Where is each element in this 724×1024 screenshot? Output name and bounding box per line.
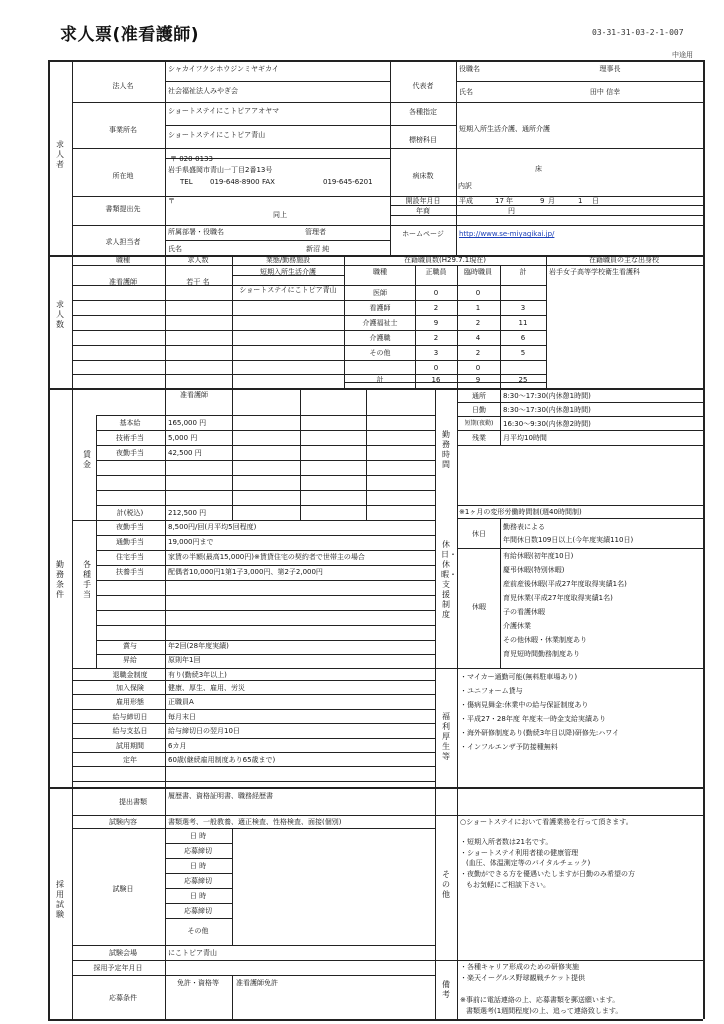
other-line: ○ショートステイにおいて看護業務を行って頂きます。 bbox=[460, 818, 633, 826]
rule-line bbox=[72, 766, 435, 767]
rule-line bbox=[457, 548, 703, 549]
other-line: ・短期入所者数は21名です。 bbox=[460, 838, 553, 846]
rule-line bbox=[96, 580, 435, 581]
staff-temp: 2 bbox=[475, 319, 481, 327]
condition-value: 有り(勤続3年以上) bbox=[168, 671, 227, 679]
condition-label: 給与支払日 bbox=[112, 727, 148, 735]
rule-line bbox=[96, 595, 435, 596]
condition-value: 60歳(継続雇用制度あり65歳まで) bbox=[168, 756, 276, 764]
staff-temp: 4 bbox=[475, 334, 481, 342]
hours-type: 通所 bbox=[472, 392, 486, 400]
staff-sum-total: 25 bbox=[518, 376, 528, 384]
tel-value: 019-648-8900 bbox=[210, 178, 260, 186]
rule-line bbox=[165, 388, 166, 787]
condition-label: 加入保険 bbox=[116, 684, 144, 692]
welfare-label: 福利厚生等 bbox=[442, 712, 450, 761]
staff-temp: 0 bbox=[475, 364, 481, 372]
rule-line bbox=[457, 416, 703, 417]
condition-value: 6カ月 bbox=[168, 742, 187, 750]
rule-line bbox=[96, 430, 435, 431]
zip-code: 〒 020-0133 bbox=[170, 155, 213, 163]
rule-line bbox=[456, 60, 457, 255]
rule-line bbox=[456, 215, 703, 216]
job-name: 准看護師 bbox=[109, 278, 137, 286]
staff-full: 3 bbox=[433, 349, 439, 357]
office-kana: ショートステイにこトピアアオヤマ bbox=[168, 107, 280, 115]
contact-dept-label: 所属部署・役職名 bbox=[168, 228, 224, 236]
header-facility: 業態/勤務施設 bbox=[265, 256, 311, 264]
allowance-label-row: 扶養手当 bbox=[116, 568, 144, 576]
condition-value: 給与締切日の翌月10日 bbox=[168, 727, 240, 735]
staff-sum-label: 計 bbox=[376, 376, 384, 384]
apply-label: 応募条件 bbox=[109, 994, 137, 1002]
office-name: ショートステイにこトピア青山 bbox=[168, 131, 266, 139]
rule-line bbox=[72, 723, 435, 724]
staff-total: 11 bbox=[518, 319, 528, 327]
rule-line bbox=[72, 828, 435, 829]
rule-line bbox=[72, 680, 435, 681]
condition-value: 原則年1回 bbox=[168, 656, 201, 664]
holiday-label: 休日 bbox=[472, 530, 486, 538]
allowance-label-row: 夜勤手当 bbox=[116, 523, 144, 531]
dept-label: 標榜科目 bbox=[409, 136, 437, 144]
rule-line bbox=[344, 285, 546, 286]
condition-label: 給与締切日 bbox=[112, 713, 148, 721]
rule-line bbox=[456, 81, 703, 82]
vacation-line: 子の看護休暇 bbox=[503, 608, 545, 616]
founded-era: 平成 bbox=[459, 197, 473, 205]
rule-line bbox=[457, 388, 703, 389]
date-row-label: 応募締切 bbox=[184, 877, 212, 885]
wage-value: 42,500 円 bbox=[168, 449, 202, 457]
rule-line bbox=[72, 102, 703, 103]
founded-year-unit: 年 bbox=[506, 197, 513, 205]
wage-label: 賃金 bbox=[83, 450, 91, 469]
rule-line bbox=[96, 475, 435, 476]
staff-job: 医師 bbox=[373, 289, 387, 297]
rule-line bbox=[72, 960, 435, 961]
section-label-openings: 求人数 bbox=[56, 300, 64, 329]
rule-line bbox=[500, 518, 501, 668]
vacation-line: 産前産後休暇(平成27年度取得実績1名) bbox=[503, 580, 627, 588]
wage-label-row: 基本給 bbox=[119, 419, 141, 427]
rule-line bbox=[344, 315, 546, 316]
founded-month: 9 bbox=[540, 197, 545, 205]
rule-line bbox=[48, 1019, 703, 1021]
rule-line bbox=[72, 60, 703, 61]
rule-line bbox=[165, 903, 232, 904]
rule-line bbox=[165, 125, 390, 126]
hours-value: 16:30〜9:30(内休憩2時間) bbox=[503, 420, 591, 428]
tel-label: TEL bbox=[180, 178, 193, 186]
rule-line bbox=[457, 265, 458, 388]
other-line: (血圧、体温測定等のバイタルチェック) bbox=[466, 859, 591, 867]
staff-full: 2 bbox=[433, 304, 439, 312]
staff-job: 介護福祉士 bbox=[362, 319, 398, 327]
rule-line bbox=[72, 225, 703, 226]
vacation-line: 育児休業(平成27年度取得実績1名) bbox=[503, 594, 613, 602]
header-job: 職種 bbox=[116, 256, 130, 264]
dept-value: 短期入所生活介護、通所介護 bbox=[459, 125, 550, 133]
rule-line bbox=[457, 430, 703, 431]
rule-line bbox=[72, 520, 73, 787]
date-row-label: 日 時 bbox=[189, 892, 207, 900]
rule-line bbox=[435, 815, 703, 816]
date-label: 試験日 bbox=[112, 885, 134, 893]
rule-line bbox=[366, 388, 367, 520]
rule-line bbox=[457, 402, 703, 403]
rule-line bbox=[72, 781, 435, 782]
staff-full: 0 bbox=[433, 364, 439, 372]
rule-line bbox=[344, 374, 546, 375]
vacation-line: 慶弔休暇(特別休暇) bbox=[503, 566, 565, 574]
website-link[interactable]: http://www.se-miyagikai.jp/ bbox=[459, 230, 555, 238]
contact-name-label: 氏名 bbox=[168, 245, 182, 253]
rule-line bbox=[48, 60, 50, 1019]
condition-value: 正職員A bbox=[168, 698, 194, 706]
welfare-line: ・ユニフォーム貸与 bbox=[460, 687, 523, 695]
rule-line bbox=[96, 415, 435, 416]
rule-line bbox=[96, 490, 435, 491]
revenue-label: 年商 bbox=[416, 207, 430, 215]
rule-line bbox=[165, 843, 232, 844]
rule-line bbox=[72, 374, 344, 375]
rule-line bbox=[435, 668, 703, 669]
address: 岩手県盛岡市青山一丁目2番13号 bbox=[168, 166, 273, 174]
wage-label-row: 夜勤手当 bbox=[116, 449, 144, 457]
rule-line bbox=[165, 858, 232, 859]
rule-line bbox=[72, 738, 435, 739]
condition-label: 昇給 bbox=[123, 656, 137, 664]
rule-line bbox=[165, 81, 390, 82]
rule-line bbox=[96, 520, 97, 668]
welfare-line: ・海外研修制度あり(勤続3年目以降)研修先:ハワイ bbox=[460, 729, 620, 737]
holiday-line: 勤務表による bbox=[503, 523, 545, 531]
rule-line bbox=[344, 345, 546, 346]
founded-day: 1 bbox=[578, 197, 583, 205]
welfare-line: ・傷病見舞金:休業中の給与保証制度あり bbox=[460, 701, 589, 709]
venue-value: にこトピア青山 bbox=[168, 949, 217, 957]
wage-value: 165,000 円 bbox=[168, 419, 207, 427]
facility-type: 短期入所生活介護 bbox=[260, 268, 316, 276]
vacation-line: 介護休業 bbox=[503, 622, 531, 630]
staff-full: 2 bbox=[433, 334, 439, 342]
rule-line bbox=[344, 255, 345, 388]
rep-title-label: 役職名 bbox=[459, 65, 480, 73]
rule-line bbox=[72, 300, 344, 301]
docs-label: 提出書類 bbox=[119, 798, 147, 806]
rule-line bbox=[96, 505, 435, 506]
rule-line bbox=[72, 330, 344, 331]
rule-line bbox=[500, 265, 501, 388]
rule-line bbox=[72, 196, 703, 197]
rule-line bbox=[232, 388, 233, 520]
rule-line bbox=[72, 694, 435, 695]
allowance-value: 家賃の半額(最高15,000円)※賃貸住宅の契約者で世帯主の場合 bbox=[168, 553, 365, 561]
facility-name: ショートステイにこトピア青山 bbox=[239, 286, 337, 294]
allowance-value: 8,500円/回(月平均5回程度) bbox=[168, 523, 257, 531]
corp-name: 社会福祉法人みやぎ会 bbox=[168, 87, 238, 95]
usage-label: 中途用 bbox=[672, 51, 693, 59]
submit-zip: 〒 bbox=[168, 197, 175, 205]
condition-value: 年2回(28年度実績) bbox=[168, 642, 229, 650]
section-label-conditions: 勤務条件 bbox=[56, 560, 64, 599]
rule-line bbox=[96, 625, 435, 626]
founded-year: 17 bbox=[495, 197, 504, 205]
rule-line bbox=[435, 787, 436, 1019]
rule-line bbox=[390, 215, 456, 216]
hours-value: 8:30〜17:30(内休憩1時間) bbox=[503, 392, 591, 400]
address-label: 所在地 bbox=[112, 172, 134, 180]
rule-line bbox=[457, 505, 703, 506]
remarks-label: 備考 bbox=[442, 980, 450, 999]
rule-line bbox=[344, 382, 546, 383]
leave-label: 休日・休暇・支援制度 bbox=[441, 540, 457, 619]
hours-type: 残業 bbox=[472, 434, 486, 442]
header-school: 在籍職員の主な出身校 bbox=[589, 256, 659, 264]
rep-name: 田中 信幸 bbox=[589, 88, 621, 96]
rule-line bbox=[72, 360, 344, 361]
rule-line bbox=[96, 535, 435, 536]
date-row-label: 応募締切 bbox=[184, 907, 212, 915]
rule-line bbox=[96, 445, 435, 446]
designation-label: 各種指定 bbox=[409, 108, 437, 116]
rule-line bbox=[165, 873, 232, 874]
staff-header-temp: 臨時職員 bbox=[464, 268, 492, 276]
contact-role: 管理者 bbox=[305, 228, 326, 236]
staff-sum-temp: 9 bbox=[475, 376, 481, 384]
condition-label: 雇用形態 bbox=[116, 698, 144, 706]
rule-line bbox=[72, 945, 435, 946]
vacation-line: 育児短時間勤務制度あり bbox=[503, 650, 580, 658]
condition-label: 退職金制度 bbox=[112, 671, 148, 679]
staff-full: 9 bbox=[433, 319, 439, 327]
rule-line bbox=[96, 565, 435, 566]
rep-name-label: 氏名 bbox=[459, 88, 473, 96]
office-label: 事業所名 bbox=[109, 126, 137, 134]
submit-label: 書類提出先 bbox=[105, 205, 141, 213]
rule-line bbox=[96, 550, 435, 551]
rule-line bbox=[390, 60, 391, 255]
rule-line bbox=[435, 388, 436, 787]
wage-total: 212,500 円 bbox=[168, 509, 207, 517]
rule-line bbox=[457, 388, 458, 787]
beds-breakdown: 内訳 bbox=[458, 182, 472, 190]
allowance-label-row: 住宅手当 bbox=[116, 553, 144, 561]
web-label: ホームページ bbox=[402, 230, 444, 238]
revenue-unit: 円 bbox=[508, 207, 515, 215]
welfare-line: ・インフルエンザ予防接種無料 bbox=[460, 743, 558, 751]
rule-line bbox=[165, 918, 232, 919]
rule-line bbox=[96, 610, 435, 611]
welfare-line: ・平成27・28年度 年度末一時金支給実績あり bbox=[460, 715, 607, 723]
founded-label: 開設年月日 bbox=[405, 197, 441, 205]
start-date-label: 採用予定年月日 bbox=[93, 964, 143, 972]
condition-label: 定年 bbox=[123, 756, 137, 764]
document-title: 求人票(准看護師) bbox=[60, 25, 200, 45]
rule-line bbox=[344, 300, 546, 301]
rule-line bbox=[165, 240, 390, 241]
staff-temp: 2 bbox=[475, 349, 481, 357]
founded-day-unit: 日 bbox=[592, 197, 599, 205]
docs-value: 履歴書、資格証明書、職務経歴書 bbox=[168, 792, 273, 800]
staff-full: 0 bbox=[433, 289, 439, 297]
staff-header-job: 職種 bbox=[373, 268, 387, 276]
rule-line bbox=[72, 345, 344, 346]
rule-line bbox=[72, 265, 703, 266]
hours-label: 勤務時間 bbox=[442, 430, 450, 469]
other-line: もお気軽にご相談下さい。 bbox=[466, 881, 550, 889]
staff-temp: 1 bbox=[475, 304, 481, 312]
allowance-label-row: 通勤手当 bbox=[116, 538, 144, 546]
staff-total: 5 bbox=[520, 349, 526, 357]
rule-line bbox=[546, 255, 547, 388]
rule-line bbox=[72, 752, 435, 753]
other-line: ・夜勤ができる方を優遇いたしますが日勤のみ希望の方 bbox=[460, 870, 635, 878]
condition-label: 賞与 bbox=[123, 642, 137, 650]
content-value: 書類選考、一般教養、適正検査、性格検査、面接(個別) bbox=[168, 818, 342, 826]
date-row-label: 日 時 bbox=[189, 832, 207, 840]
staff-job: 看護師 bbox=[369, 304, 391, 312]
rule-line bbox=[390, 205, 456, 206]
rule-line bbox=[232, 828, 233, 945]
other-line: ・ショートステイ利用者様の健康管理 bbox=[460, 849, 579, 857]
allowance-value: 19,000円まで bbox=[168, 538, 214, 546]
rule-line bbox=[72, 148, 703, 149]
rule-line bbox=[72, 815, 435, 816]
rule-line bbox=[457, 518, 703, 519]
rule-line bbox=[72, 709, 435, 710]
rule-line bbox=[457, 787, 458, 1019]
document-code: 03-31-31-03-2-1-007 bbox=[592, 28, 684, 37]
contact-label: 求人担当者 bbox=[105, 238, 141, 246]
corp-kana: シャカイフクシホウジンミヤギカイ bbox=[168, 65, 279, 73]
rule-line bbox=[300, 388, 301, 520]
remarks-line: ・楽天イーグルス野球観戦チケット提供 bbox=[460, 974, 585, 982]
vacation-label: 休暇 bbox=[472, 603, 486, 611]
hours-note: ※1ヶ月の変形労働時間制(週40時間制) bbox=[459, 508, 582, 516]
rule-line bbox=[96, 654, 435, 655]
rule-line bbox=[48, 787, 703, 789]
rule-line bbox=[500, 388, 501, 445]
date-row-label: 応募締切 bbox=[184, 847, 212, 855]
corp-label: 法人名 bbox=[112, 82, 134, 90]
rule-line bbox=[390, 125, 456, 126]
date-row-label: 日 時 bbox=[189, 862, 207, 870]
rule-line bbox=[72, 315, 344, 316]
license-label: 免許・資格等 bbox=[177, 979, 219, 987]
wage-value: 5,000 円 bbox=[168, 434, 198, 442]
rule-line bbox=[96, 460, 435, 461]
wage-total-label: 計(税込) bbox=[116, 509, 144, 517]
date-row-label: その他 bbox=[187, 927, 209, 935]
school-name: 岩手女子高等学校衛生看護科 bbox=[549, 268, 640, 276]
rule-line bbox=[96, 640, 435, 641]
welfare-line: ・マイカー通勤可能(無料駐車場あり) bbox=[460, 673, 578, 681]
vacation-line: 有給休暇(初年度10日) bbox=[503, 552, 574, 560]
hours-value: 月平均10時間 bbox=[503, 434, 547, 442]
contact-name: 新沼 純 bbox=[306, 245, 330, 253]
beds-unit: 床 bbox=[535, 165, 542, 173]
staff-job: 介護職 bbox=[369, 334, 391, 342]
remarks-line: ・各種キャリア形成のための研修実施 bbox=[460, 963, 579, 971]
founded-month-unit: 月 bbox=[548, 197, 555, 205]
hours-value: 8:30〜17:30(内休憩1時間) bbox=[503, 406, 591, 414]
rule-line bbox=[344, 360, 546, 361]
rule-line bbox=[457, 445, 703, 446]
remarks-line: 書類選考(1週間程度)の上、追って連絡致します。 bbox=[466, 1007, 623, 1015]
rule-line bbox=[415, 265, 416, 388]
rule-line bbox=[232, 975, 233, 1019]
rule-line bbox=[72, 668, 435, 669]
hours-type: 日勤 bbox=[472, 406, 486, 414]
rule-line bbox=[72, 975, 435, 976]
allowance-label: 各種手当 bbox=[83, 560, 91, 599]
hours-type: 短期(夜勤) bbox=[464, 420, 494, 427]
opening-count: 若干 名 bbox=[186, 278, 210, 286]
beds-label: 病床数 bbox=[412, 172, 434, 180]
rule-line bbox=[435, 960, 703, 961]
header-staff: 在籍職員数(H29.7.1現在) bbox=[404, 256, 486, 264]
holiday-line: 年間休日数109日以上(今年度実績110日) bbox=[503, 536, 634, 544]
rep-label: 代表者 bbox=[412, 82, 434, 90]
content-label: 試験内容 bbox=[109, 818, 137, 826]
rule-line bbox=[165, 255, 166, 388]
venue-label: 試験会場 bbox=[109, 949, 137, 957]
section-label-exam: 採用試験 bbox=[56, 880, 64, 919]
condition-label: 試用期間 bbox=[116, 742, 144, 750]
staff-header-total: 計 bbox=[519, 268, 527, 276]
fax-label: FAX bbox=[262, 178, 275, 186]
allowance-value: 配偶者10,000円1第1子3,000円、第2子2,000円 bbox=[168, 568, 323, 576]
submit-same: 同上 bbox=[273, 211, 287, 219]
rule-line bbox=[165, 888, 232, 889]
other-label: その他 bbox=[442, 870, 450, 899]
staff-header-full: 正職員 bbox=[425, 268, 447, 276]
rep-title: 理事長 bbox=[599, 65, 621, 73]
staff-total: 6 bbox=[520, 334, 526, 342]
vacation-line: その他休暇・休業制度あり bbox=[503, 636, 587, 644]
staff-total: 3 bbox=[520, 304, 526, 312]
column-job: 准看護師 bbox=[180, 391, 208, 399]
rule-line bbox=[344, 330, 546, 331]
header-count: 求人数 bbox=[187, 256, 209, 264]
rule-line bbox=[703, 60, 705, 1019]
license-value: 准看護師免許 bbox=[236, 979, 278, 987]
staff-sum-full: 16 bbox=[431, 376, 441, 384]
staff-job: その他 bbox=[369, 349, 391, 357]
staff-temp: 0 bbox=[475, 289, 481, 297]
remarks-line: ※事前に電話連絡の上、応募書類を郵送願います。 bbox=[460, 996, 620, 1004]
rule-line bbox=[456, 205, 703, 206]
condition-value: 毎月末日 bbox=[168, 713, 196, 721]
fax-value: 019-645-6201 bbox=[323, 178, 373, 186]
section-label-employer: 求人者 bbox=[56, 140, 64, 169]
rule-line bbox=[72, 520, 435, 521]
condition-value: 健康、厚生、雇用、労災 bbox=[168, 684, 245, 692]
wage-label-row: 技術手当 bbox=[116, 434, 144, 442]
